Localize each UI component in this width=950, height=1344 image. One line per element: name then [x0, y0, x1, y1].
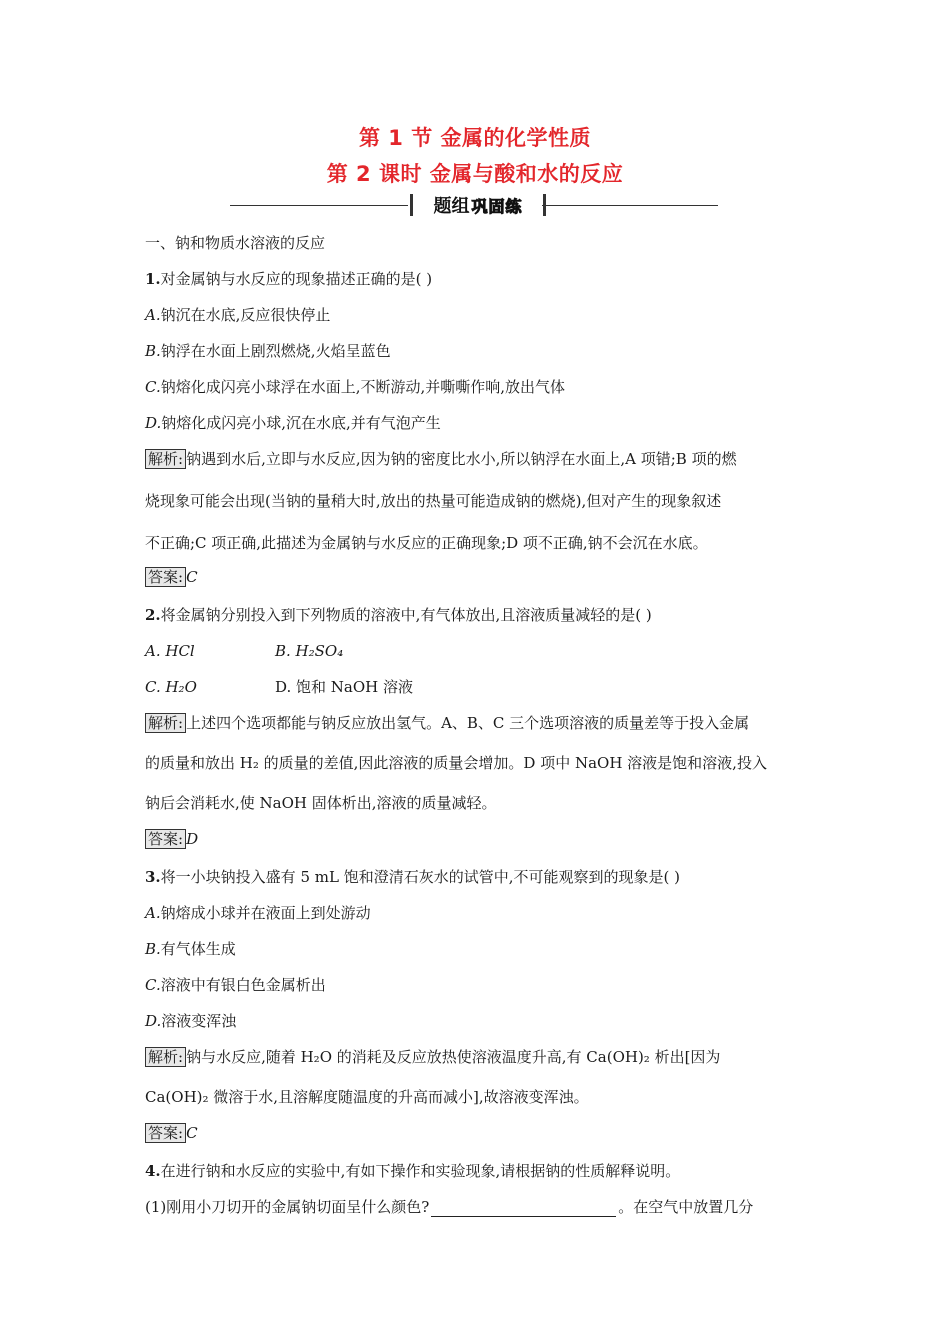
answer-label: 答案:	[145, 567, 186, 587]
option-text: 溶液中有银白色金属析出	[160, 976, 326, 994]
analysis-label: 解析:	[145, 1047, 186, 1067]
analysis-line: 烧现象可能会出现(当钠的量稍大时,放出的热量可能造成钠的燃烧),但对产生的现象叙述	[145, 492, 722, 510]
answer-value: C	[186, 568, 198, 586]
analysis-line	[145, 713, 810, 733]
analysis-text: 钠遇到水后,立即与水反应,因为钠的密度比水小,所以钠浮在水面上,A 项错;B 项的燃	[186, 450, 737, 468]
option-b	[145, 341, 810, 361]
question-4	[145, 1161, 810, 1181]
option-letter: C.	[145, 378, 161, 396]
option-b: B. H₂SO₄	[275, 642, 344, 660]
option-letter: A.	[145, 904, 161, 922]
answer-line	[145, 567, 810, 587]
section-banner	[230, 194, 718, 218]
option-text: 钠浮在水面上剧烈燃烧,火焰呈蓝色	[160, 342, 391, 360]
option-letter: B.	[145, 940, 161, 958]
question-2	[145, 605, 810, 625]
banner-box	[410, 194, 546, 216]
analysis-line	[145, 449, 810, 469]
lesson-title: 第 1 节 金属的化学性质	[358, 126, 592, 150]
analysis-label: 解析:	[145, 449, 186, 469]
option-d: D. 饱和 NaOH 溶液	[275, 678, 414, 696]
option-text: 钠熔成小球并在液面上到处游动	[160, 904, 371, 922]
analysis-line: 钠后会消耗水,使 NaOH 固体析出,溶液的质量减轻。	[145, 794, 497, 812]
sub-question-1	[145, 1197, 810, 1217]
option-text: 钠沉在水底,反应很快停止	[160, 306, 331, 324]
banner-rule-right	[542, 205, 718, 206]
answer-value: C	[186, 1124, 198, 1142]
question-stem: 将金属钠分别投入到下列物质的溶液中,有气体放出,且溶液质量减轻的是( )	[160, 606, 652, 624]
analysis-line: 不正确;C 项正确,此描述为金属钠与水反应的正确现象;D 项不正确,钠不会沉在水底。	[145, 534, 708, 552]
question-1	[145, 269, 810, 289]
banner-rule-left	[230, 205, 408, 206]
option-row	[145, 641, 810, 661]
question-3	[145, 867, 810, 887]
option-d	[145, 413, 810, 433]
option-row	[145, 677, 810, 697]
option-a	[145, 903, 810, 923]
option-c: C. H₂O	[145, 678, 197, 696]
option-a	[145, 305, 810, 325]
answer-label: 答案:	[145, 1123, 186, 1143]
banner-label-left: 题组	[433, 196, 470, 217]
option-d	[145, 1011, 810, 1031]
sub-question-text: (1)刚用小刀切开的金属钠切面呈什么颜色?	[145, 1198, 430, 1216]
question-number: 2.	[145, 606, 161, 624]
lesson-subtitle: 第 2 课时 金属与酸和水的反应	[326, 162, 624, 186]
question-stem: 在进行钠和水反应的实验中,有如下操作和实验现象,请根据钠的性质解释说明。	[160, 1162, 681, 1180]
answer-label: 答案:	[145, 829, 186, 849]
answer-value: D	[186, 830, 199, 848]
banner-label-right: 巩固练	[471, 196, 523, 216]
option-letter: D.	[145, 1012, 162, 1030]
analysis-line: 的质量和放出 H₂ 的质量的差值,因此溶液的质量会增加。D 项中 NaOH 溶液是饱和溶液,投入	[145, 754, 767, 772]
analysis-label: 解析:	[145, 713, 186, 733]
option-c	[145, 975, 810, 995]
answer-line	[145, 829, 810, 849]
analysis-line: Ca(OH)₂ 微溶于水,且溶解度随温度的升高而减小],故溶液变浑浊。	[145, 1088, 589, 1106]
sub-question-text-cont: 。在空气中放置几分	[618, 1198, 754, 1216]
option-letter: A.	[145, 306, 161, 324]
analysis-line	[145, 1047, 810, 1067]
option-text: 溶液变浑浊	[161, 1012, 237, 1030]
question-number: 1.	[145, 270, 161, 288]
option-text: 钠熔化成闪亮小球浮在水面上,不断游动,并嘶嘶作响,放出气体	[160, 378, 566, 396]
option-text: 钠熔化成闪亮小球,沉在水底,并有气泡产生	[161, 414, 441, 432]
question-number: 4.	[145, 1162, 161, 1180]
option-a: A. HCl	[145, 642, 195, 660]
question-stem: 对金属钠与水反应的现象描述正确的是( )	[160, 270, 433, 288]
analysis-text: 上述四个选项都能与钠反应放出氢气。A、B、C 三个选项溶液的质量差等于投入金属	[186, 714, 750, 732]
option-b	[145, 939, 810, 959]
option-text: 有气体生成	[160, 940, 236, 958]
answer-line	[145, 1123, 810, 1143]
question-stem: 将一小块钠投入盛有 5 mL 饱和澄清石灰水的试管中,不可能观察到的现象是( )	[160, 868, 680, 886]
answer-blank[interactable]	[431, 1200, 616, 1217]
section-heading: 一、钠和物质水溶液的反应	[145, 234, 326, 252]
option-letter: B.	[145, 342, 161, 360]
option-c	[145, 377, 810, 397]
question-number: 3.	[145, 868, 161, 886]
option-letter: D.	[145, 414, 162, 432]
option-letter: C.	[145, 976, 161, 994]
analysis-text: 钠与水反应,随着 H₂O 的消耗及反应放热使溶液温度升高,有 Ca(OH)₂ 析出[因为	[186, 1048, 721, 1066]
